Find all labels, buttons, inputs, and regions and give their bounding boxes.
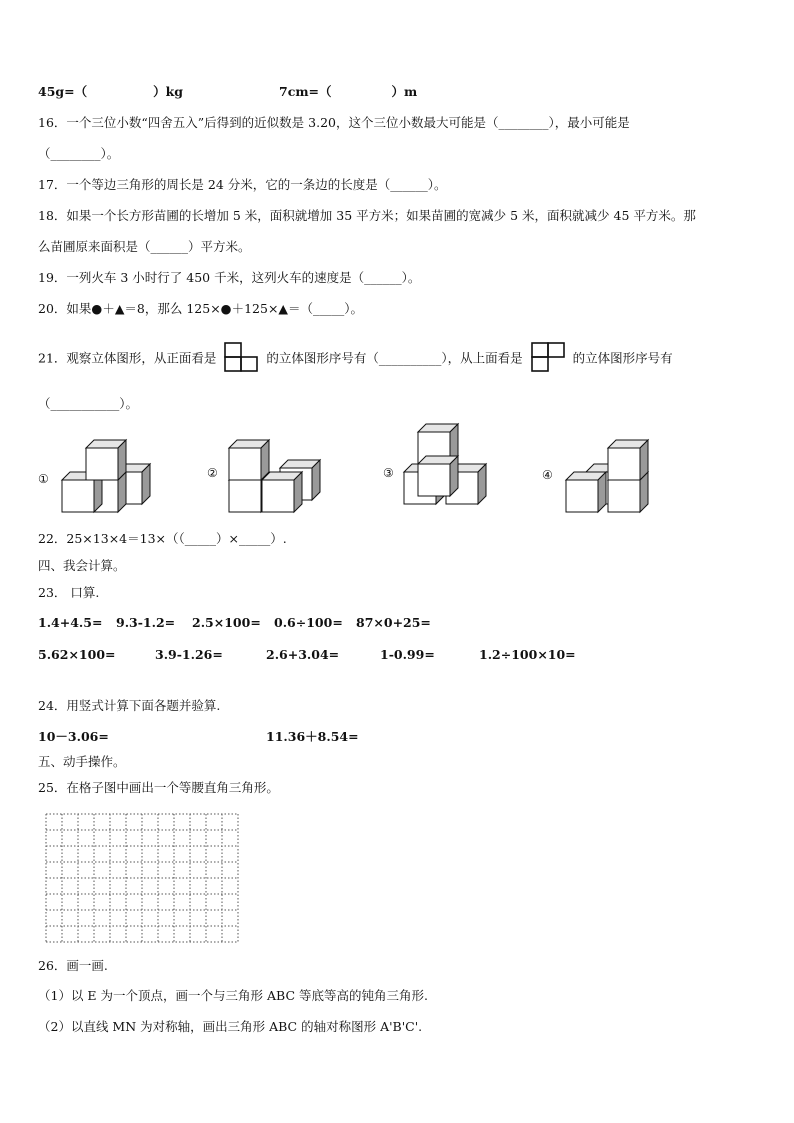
conversion-cm-m-left: 7cm=（: [279, 84, 332, 99]
cube-label-4: ④: [542, 468, 553, 482]
question-18-line2: 么苗圃原来面积是（______）平方米。: [38, 239, 251, 254]
oral-item: 1-0.99=: [380, 647, 435, 662]
section-5-heading: 五、动手操作。: [38, 754, 126, 769]
oral-item: 9.3-1.2=: [116, 615, 176, 630]
question-21-part1: 21．观察立体图形，从正面看是: [38, 350, 217, 366]
question-19: 19．一列火车 3 小时行了 450 千米，这列火车的速度是（______）。: [38, 270, 421, 285]
question-20: 20．如果●＋▲＝8，那么 125×●＋125×▲＝（_____）。: [38, 301, 364, 316]
question-24: 24．用竖式计算下面各题并验算.: [38, 698, 221, 713]
question-21-part2: 的立体图形序号有（__________），从上面看是: [266, 350, 523, 366]
oral-item: 2.5×100=: [192, 615, 261, 630]
cube-label-3: ③: [383, 466, 394, 480]
question-26-part2: （2）以直线 MN 为对称轴，画出三角形 ABC 的轴对称图形 A'B'C'.: [38, 1019, 423, 1034]
question-17: 17．一个等边三角形的周长是 24 分米，它的一条边的长度是（______）。: [38, 177, 447, 192]
section-4-heading: 四、我会计算。: [38, 558, 126, 573]
oral-item: 3.9-1.26=: [155, 647, 223, 662]
cube-figure-1: [62, 440, 150, 512]
question-21-line2: （___________）。: [38, 396, 139, 411]
cube-figure-4: [566, 440, 648, 512]
question-16-line1: 16．一个三位小数“四舍五入”后得到的近似数是 3.20，这个三位小数最大可能是（________），最小可能是: [38, 115, 630, 130]
oral-item: 2.6+3.04=: [266, 647, 340, 662]
cube-figure-2: [229, 440, 320, 512]
question-16-line2: （________）。: [38, 146, 120, 161]
question-23: 23． 口算.: [38, 585, 100, 600]
question-26-part1: （1）以 E 为一个顶点，画一个与三角形 ABC 等底等高的钝角三角形.: [38, 988, 428, 1003]
oral-item: 5.62×100=: [38, 647, 116, 662]
question-25: 25．在格子图中画出一个等腰直角三角形。: [38, 780, 279, 795]
oral-item: 1.4+4.5=: [38, 615, 103, 630]
conversion-cm-m-right: ）m: [391, 84, 418, 99]
conversion-g-kg-left: 45g=（: [38, 84, 88, 99]
cube-figures: [0, 420, 794, 530]
cube-figure-3: [404, 424, 486, 504]
cube-label-2: ②: [207, 466, 218, 480]
question-26: 26．画一画.: [38, 958, 108, 973]
top-view-icon: [531, 342, 565, 376]
question-18-line1: 18．如果一个长方形苗圃的长增加 5 米，面积就增加 35 平方米；如果苗圃的宽减少 5 米，面积就减少 45 平方米。那: [38, 208, 696, 223]
vertical-calc-2: 11.36＋8.54=: [266, 729, 359, 744]
conversion-g-kg-right: ）kg: [153, 84, 184, 99]
oral-item: 0.6÷100=: [274, 615, 343, 630]
vertical-calc-1: 10－3.06=: [38, 729, 109, 744]
front-view-icon: [224, 342, 258, 376]
oral-item: 87×0+25=: [356, 615, 431, 630]
question-21-part3: 的立体图形序号有: [572, 350, 673, 366]
cube-label-1: ①: [38, 472, 49, 486]
question-22: 22．25×13×4＝13×（（_____）×_____）.: [38, 531, 287, 546]
question-21-line1: [38, 342, 673, 376]
dotted-grid[interactable]: [44, 812, 240, 948]
oral-item: 1.2÷100×10=: [479, 647, 576, 662]
unit-conversion-row: [38, 84, 417, 100]
